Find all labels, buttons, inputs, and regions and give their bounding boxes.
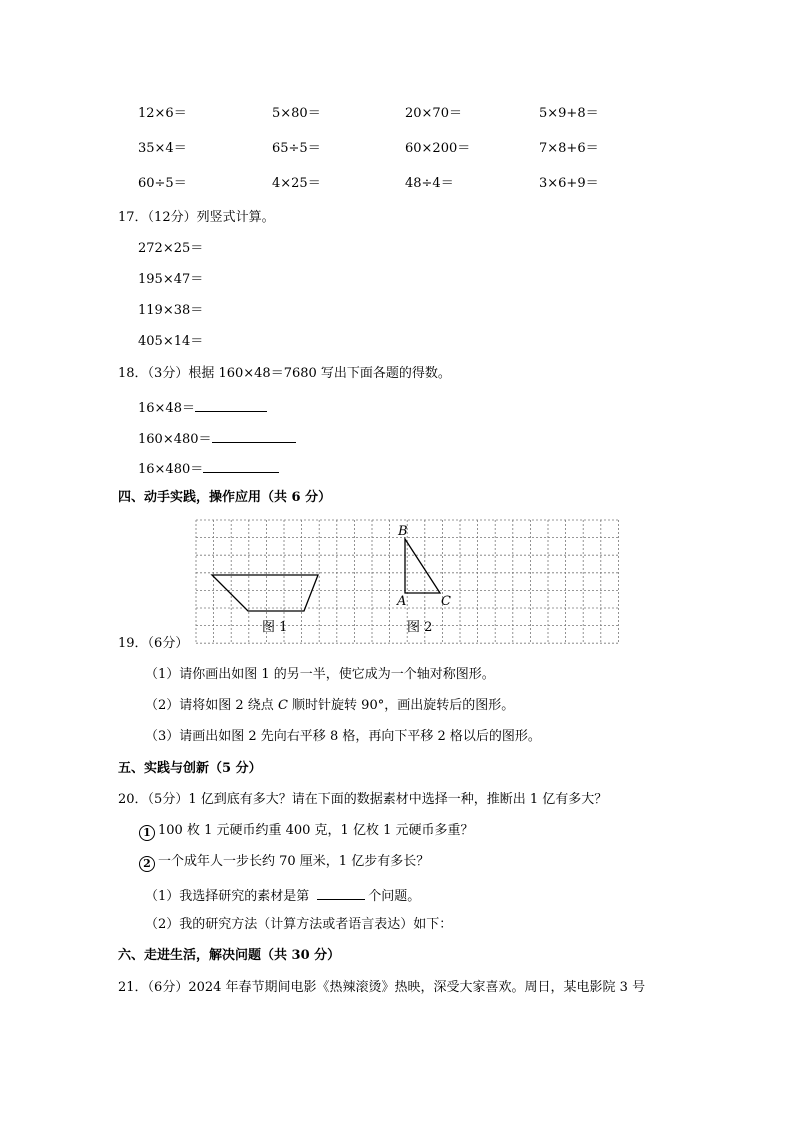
oral-calc-item: 48÷4＝: [405, 176, 454, 191]
q20-title: 20．（5分）1 亿到底有多大？请在下面的数据素材中选择一种，推断出 1 亿有多大？: [118, 792, 608, 807]
answer-blank[interactable]: [212, 429, 296, 443]
figure-2-label: 图 2: [407, 620, 433, 635]
q18-expression: 16×480＝: [138, 462, 204, 477]
oral-calc-item: 20×70＝: [405, 106, 462, 121]
q18-expression: 160×480＝: [138, 432, 212, 447]
point-c-ref: C: [277, 698, 288, 713]
q19-item-1: （1）请你画出如图 1 的另一半，使它成为一个轴对称图形。: [145, 667, 495, 682]
q17-item: 272×25＝: [138, 241, 204, 256]
section-4-heading: 四、动手实践，操作应用（共 6 分）: [118, 490, 332, 505]
q20-material-1-text: 100 枚 1 元硬币约重 400 克，1 亿枚 1 元硬币多重？: [158, 823, 474, 838]
oral-calc-item: 60×200＝: [405, 141, 471, 156]
oral-calc-item: 7×8+6＝: [539, 141, 599, 156]
answer-blank[interactable]: [203, 459, 279, 473]
trapezoid-half-shape: [212, 575, 318, 611]
grid-figure: [195, 519, 619, 651]
oral-calc-item: 4×25＝: [272, 176, 321, 191]
oral-calc-item: 35×4＝: [138, 141, 187, 156]
q20-sub-2: （2）我的研究方法（计算方法或者语言表达）如下：: [145, 917, 453, 932]
q17-item: 405×14＝: [138, 334, 204, 349]
figure-1-label: 图 1: [262, 620, 288, 635]
oral-calc-item: 5×80＝: [272, 106, 321, 121]
answer-blank[interactable]: [317, 886, 365, 900]
point-c-label: C: [441, 594, 451, 609]
q18-expression: 16×48＝: [138, 401, 195, 416]
q19-label: 19．（6分）: [118, 636, 189, 651]
circled-number-2: 2: [139, 856, 155, 872]
q17-item: 195×47＝: [138, 272, 204, 287]
q20-sub-1-pre: （1）我选择研究的素材是第: [145, 889, 310, 904]
q19-item-3: （3）请画出如图 2 先向右平移 8 格，再向下平移 2 格以后的图形。: [145, 729, 541, 744]
q19-item-2-post: 顺时针旋转 90°，画出旋转后的图形。: [287, 698, 515, 713]
q17-title: 17．（12分）列竖式计算。: [118, 210, 275, 225]
section-5-heading: 五、实践与创新（5 分）: [118, 761, 262, 776]
q19-item-2: [145, 698, 514, 714]
right-triangle-shape: [405, 539, 440, 593]
oral-calc-item: 12×6＝: [138, 106, 187, 121]
answer-blank[interactable]: [195, 398, 267, 412]
oral-calc-item: 65÷5＝: [272, 141, 321, 156]
oral-calc-item: 60÷5＝: [138, 176, 187, 191]
oral-calc-item: 5×9+8＝: [539, 106, 599, 121]
q18-item: [138, 459, 279, 478]
q20-sub-1: [145, 886, 420, 905]
section-6-heading: 六、走进生活，解决问题（共 30 分）: [118, 948, 341, 963]
circled-number-1: 1: [139, 825, 155, 841]
q20-material-2: [139, 854, 429, 872]
q18-item: [138, 398, 267, 417]
q17-item: 119×38＝: [138, 303, 204, 318]
point-a-label: A: [397, 594, 407, 609]
q21-title: 21．（6分）2024 年春节期间电影《热辣滚烫》热映，深受大家喜欢。周日，某电影院 3 号: [118, 980, 646, 995]
q18-title: 18．（3分）根据 160×48＝7680 写出下面各题的得数。: [118, 366, 451, 381]
q20-material-1: [139, 823, 474, 841]
q18-item: [138, 429, 296, 448]
oral-calc-item: 3×6+9＝: [539, 176, 599, 191]
point-b-label: B: [398, 524, 408, 539]
q19-item-2-pre: （2）请将如图 2 绕点: [145, 698, 278, 713]
q20-material-2-text: 一个成年人一步长约 70 厘米，1 亿步有多长？: [158, 854, 430, 869]
q20-sub-1-post: 个问题。: [368, 889, 421, 904]
